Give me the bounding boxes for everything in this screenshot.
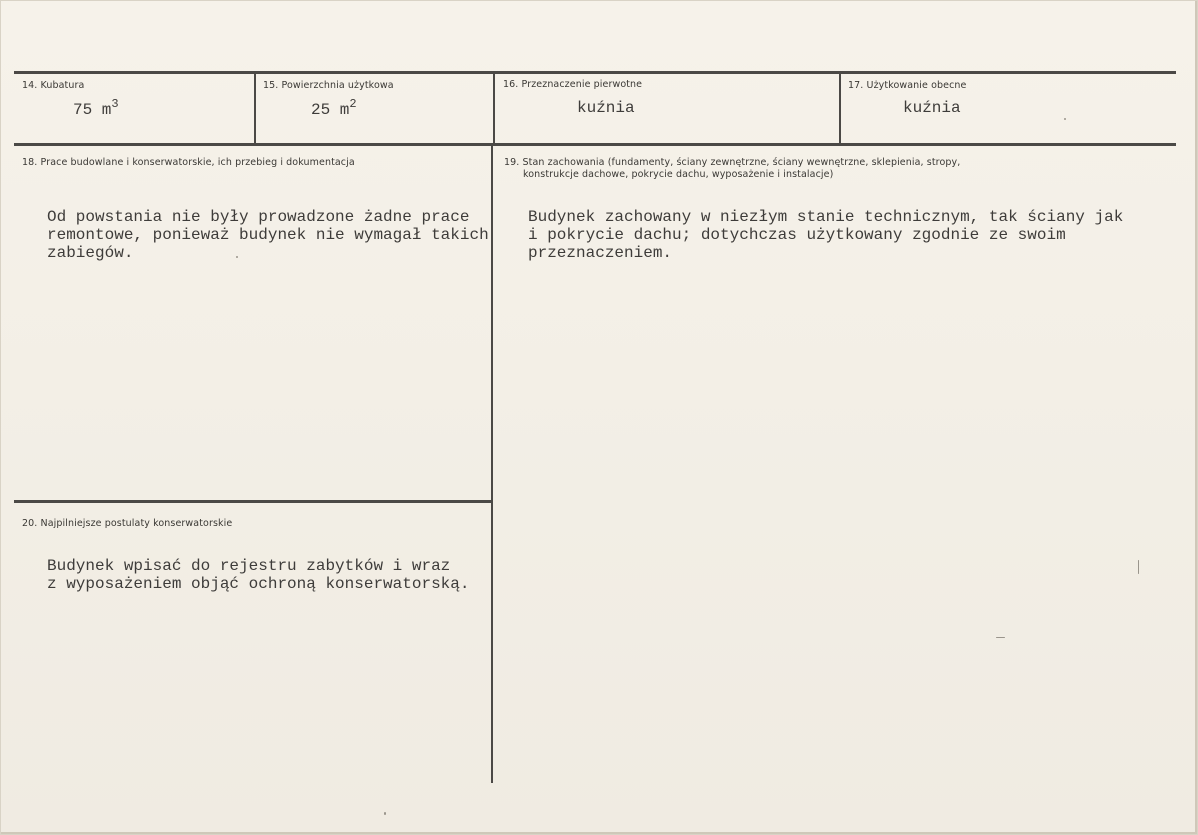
field14-number: 75 m	[73, 101, 112, 119]
row1-divider-2	[493, 73, 495, 144]
paper-speck	[236, 256, 238, 258]
field19-line-1: Budynek zachowany w niezłym stanie technicznym, tak ściany jak	[528, 208, 1124, 226]
paper-speck	[996, 637, 1005, 638]
field20-label: 20. Najpilniejsze postulaty konserwatorskie	[22, 518, 233, 529]
field20-line-1: Budynek wpisać do rejestru zabytków i wraz	[47, 557, 451, 575]
field18-line-1: Od powstania nie były prowadzone żadne prace	[47, 208, 470, 226]
field19-label	[504, 157, 960, 181]
field19-label-line-2: konstrukcje dachowe, pokrycie dachu, wyposażenie i instalacje)	[523, 169, 834, 180]
field19-label-line-1: 19. Stan zachowania (fundamenty, ściany zewnętrzne, ściany wewnętrzne, sklepienia, stropy,	[504, 157, 961, 168]
field18-label: 18. Prace budowlane i konserwatorskie, ich przebieg i dokumentacja	[22, 157, 355, 168]
field16-label: 16. Przeznaczenie pierwotne	[503, 79, 643, 90]
main-column-divider	[491, 146, 493, 783]
top-rule	[14, 71, 1176, 74]
field15-exponent: 2	[349, 97, 357, 111]
field20-line-2: z wyposażeniem objąć ochroną konserwatorską.	[47, 575, 470, 593]
field17-value: kuźnia	[903, 99, 961, 117]
field19-line-3: przeznaczeniem.	[528, 244, 673, 262]
field16-value: kuźnia	[577, 99, 635, 117]
field15-label: 15. Powierzchnia użytkowa	[263, 80, 394, 91]
field15-value	[311, 97, 357, 119]
row1-divider-3	[839, 73, 841, 144]
row1-divider-1	[254, 73, 256, 144]
paper-speck	[1138, 560, 1139, 574]
field18-text	[47, 208, 489, 262]
field19-line-2: i pokrycie dachu; dotychczas użytkowany zgodnie ze swoim	[528, 226, 1066, 244]
field18-bottom-rule	[14, 500, 493, 503]
field17-label: 17. Użytkowanie obecne	[848, 80, 967, 91]
field14-label: 14. Kubatura	[22, 80, 85, 91]
field14-exponent: 3	[111, 97, 119, 111]
paper-speck	[384, 812, 386, 815]
field18-line-2: remontowe, ponieważ budynek nie wymagał takich	[47, 226, 489, 244]
row1-bottom-rule	[14, 143, 1176, 146]
field20-text	[47, 557, 469, 593]
field18-line-3: zabiegów.	[47, 244, 134, 262]
field19-text	[528, 208, 1123, 262]
field15-number: 25 m	[311, 101, 350, 119]
field14-value	[73, 97, 119, 119]
paper-speck	[1064, 118, 1066, 120]
